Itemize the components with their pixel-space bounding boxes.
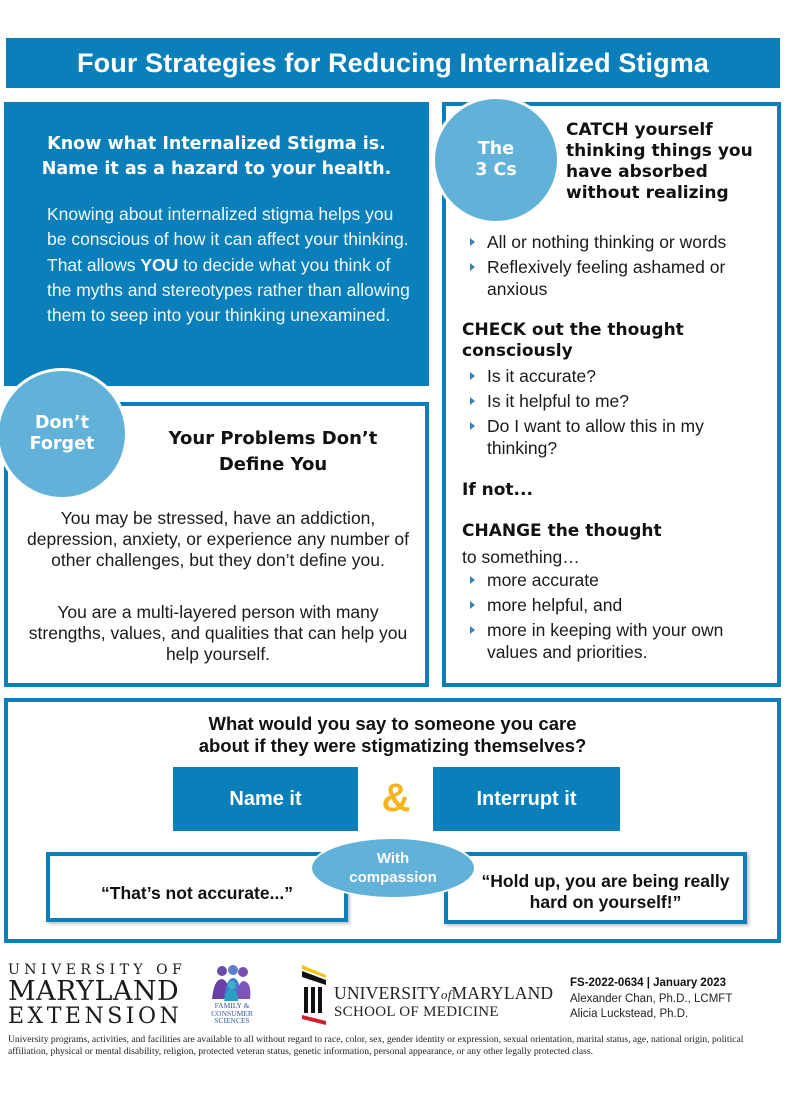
author-2: Alicia Luckstead, Ph.D. <box>570 1008 689 1020</box>
som-line1a: UNIVERSITY <box>334 983 441 1003</box>
know-stigma-panel <box>4 102 429 386</box>
list-item <box>460 570 775 592</box>
fcs-line1: FAMILY & <box>214 1001 250 1010</box>
list-item-text: Is it helpful to me? <box>487 391 630 411</box>
list-item-text: Is it accurate? <box>487 366 596 386</box>
fcs-line3: SCIENCES <box>214 1016 250 1025</box>
question-line2: about if they were stigmatizing themselves? <box>198 735 587 756</box>
bullet-arrow-icon <box>470 626 475 634</box>
logo-line2: MARYLAND <box>8 976 180 1007</box>
list-item <box>460 257 775 300</box>
list-item <box>460 391 775 413</box>
know-body <box>47 202 417 328</box>
compassion-question <box>8 713 777 757</box>
list-item <box>460 366 775 388</box>
list-item-text: All or nothing thinking or words <box>487 232 727 252</box>
with-compassion-badge <box>310 837 476 899</box>
list-item-text: Do I want to allow this in my thinking? <box>487 416 704 458</box>
three-cs-badge <box>432 96 560 224</box>
logo-line1: UNIVERSITY OF <box>8 962 187 978</box>
dont-forget-badge <box>0 368 128 500</box>
logo-line3: EXTENSION <box>8 1004 183 1029</box>
badge-line1: Don’t <box>34 413 90 433</box>
fcs-wordmark <box>206 1002 258 1025</box>
bullet-arrow-icon <box>470 576 475 584</box>
bullet-arrow-icon <box>470 422 475 430</box>
dont-forget-paragraph-1: You may be stressed, have an addiction, depression, anxiety, or experience any number of other challenges, but they don’t define you. <box>27 508 409 570</box>
change-heading: CHANGE the thought <box>462 521 662 541</box>
know-heading-line1: Know what Internalized Stigma is. <box>47 134 386 154</box>
list-item-text: more accurate <box>487 570 599 590</box>
change-intro: to something… <box>462 547 580 567</box>
nondiscrimination-disclaimer: University programs, activities, and facilities are available to all without regard to race, color, sex, gender identity or expression, sexual orientation, marital status, age, national origin, political affiliation, physical or mental disability, religion, protected veteran status, genetic information, personal appearance, or any other legally protected class. <box>8 1034 744 1057</box>
quote-right-box <box>444 852 747 924</box>
know-heading <box>4 132 429 182</box>
badge-line1: The <box>477 139 515 159</box>
publication-id: FS-2022-0634 | January 2023 <box>570 977 727 989</box>
list-item-text: more helpful, and <box>487 595 623 615</box>
quote-left-text: “That’s not accurate...” <box>101 882 293 903</box>
heading-line2: Define You <box>218 454 328 475</box>
compassion-panel <box>4 698 781 943</box>
author-1: Alexander Chan, Ph.D., LCMFT <box>570 992 733 1005</box>
publication-info <box>570 976 732 1023</box>
badge-line2: 3 Cs <box>475 160 517 180</box>
list-item <box>460 416 775 459</box>
page-title: Four Strategies for Reducing Internalized Stigma <box>6 38 780 88</box>
know-body-text-2: to decide what you think of the myths and stereotypes rather than allowing them to seep into your thinking unexamined. <box>47 254 410 326</box>
school-of-medicine-wordmark <box>334 984 553 1020</box>
list-item <box>460 595 775 617</box>
name-it-box: Name it <box>173 767 358 831</box>
catch-list <box>460 232 775 304</box>
list-item-text: Reflexively feeling ashamed or anxious <box>487 257 726 299</box>
ellipse-line2: compassion <box>349 869 437 886</box>
heading-line1: Your Problems Don’t <box>168 428 378 449</box>
school-of-medicine-logo-icon <box>300 963 330 1027</box>
quote-right-text: “Hold up, you are being really hard on yourself!” <box>481 871 730 912</box>
if-not-label: If not... <box>462 480 533 500</box>
bullet-arrow-icon <box>470 372 475 380</box>
dont-forget-heading <box>128 426 418 478</box>
badge-line2: Forget <box>29 434 95 454</box>
bullet-arrow-icon <box>470 601 475 609</box>
som-line1b: of <box>441 987 452 1002</box>
list-item-text: more in keeping with your own values and priorities. <box>487 620 724 662</box>
bullet-arrow-icon <box>470 238 475 246</box>
know-body-emphasis: YOU <box>140 254 179 275</box>
som-line2: SCHOOL OF MEDICINE <box>334 1004 499 1020</box>
bullet-arrow-icon <box>470 263 475 271</box>
ampersand-icon: & <box>381 776 411 820</box>
interrupt-it-box: Interrupt it <box>433 767 620 831</box>
ellipse-line1: With <box>376 850 410 867</box>
question-line1: What would you say to someone you care <box>208 713 577 734</box>
check-list <box>460 366 775 463</box>
know-heading-line2: Name it as a hazard to your health. <box>41 159 392 179</box>
catch-heading: CATCH yourself thinking things you have absorbed without realizing <box>566 120 753 203</box>
umd-extension-logo <box>8 962 190 1029</box>
know-body-text-1: Knowing about internalized stigma helps you be conscious of how it can affect your thinking. That allows <box>47 204 409 275</box>
fcs-line2: CONSUMER <box>211 1008 253 1018</box>
change-list <box>460 570 775 667</box>
check-heading: CHECK out the thought consciously <box>462 320 684 361</box>
list-item <box>460 232 775 254</box>
som-line1c: MARYLAND <box>451 983 554 1003</box>
list-item <box>460 620 775 663</box>
bullet-arrow-icon <box>470 397 475 405</box>
quote-left-box <box>46 852 348 922</box>
dont-forget-paragraph-2: You are a multi-layered person with many strengths, values, and qualities that can help you help yourself. <box>28 602 408 664</box>
